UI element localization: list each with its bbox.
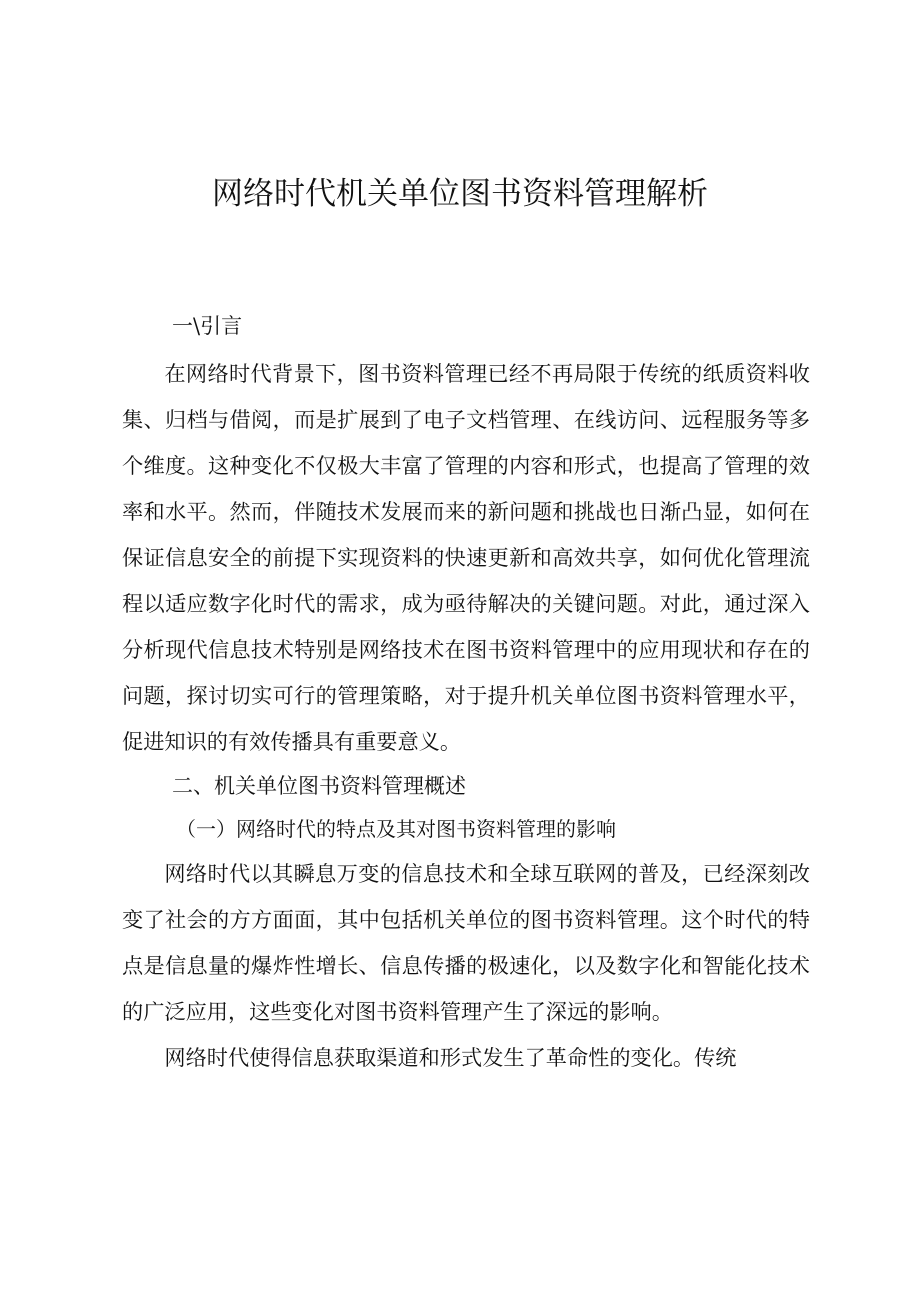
document-body xyxy=(122,308,810,1081)
subsection-heading-network-era: （一）网络时代的特点及其对图书资料管理的影响 xyxy=(176,817,616,841)
paragraph-information-channels: 网络时代使得信息获取渠道和形式发生了革命性的变化。传统 xyxy=(164,1045,737,1070)
section-heading-introduction: 一\引言 xyxy=(172,314,243,338)
paragraph-network-era-features: 网络时代以其瞬息万变的信息技术和全球互联网的普及，已经深刻改变了社会的方方面面，其中包括机关单位的图书资料管理。这个时代的特点是信息量的爆炸性增长、信息传播的极速化，以及数字化和智能化技术的广泛应用，这些变化对图书资料管理产生了深远的影响。 xyxy=(122,861,810,1024)
section-heading-overview: 二、机关单位图书资料管理概述 xyxy=(172,774,466,798)
paragraph-introduction: 在网络时代背景下，图书资料管理已经不再局限于传统的纸质资料收集、归档与借阅，而是扩展到了电子文档管理、在线访问、远程服务等多个维度。这种变化不仅极大丰富了管理的内容和形式，也提高了管理的效率和水平。然而，伴随技术发展而来的新问题和挑战也日渐凸显，如何在保证信息安全的前提下实现资料的快速更新和高效共享，如何优化管理流程以适应数字化时代的需求，成为亟待解决的关键问题。对此，通过深入分析现代信息技术特别是网络技术在图书资料管理中的应用现状和存在的问题，探讨切实可行的管理策略，对于提升机关单位图书资料管理水平，促进知识的有效传播具有重要意义。 xyxy=(122,361,810,754)
document-title: 网络时代机关单位图书资料管理解析 xyxy=(212,176,708,212)
